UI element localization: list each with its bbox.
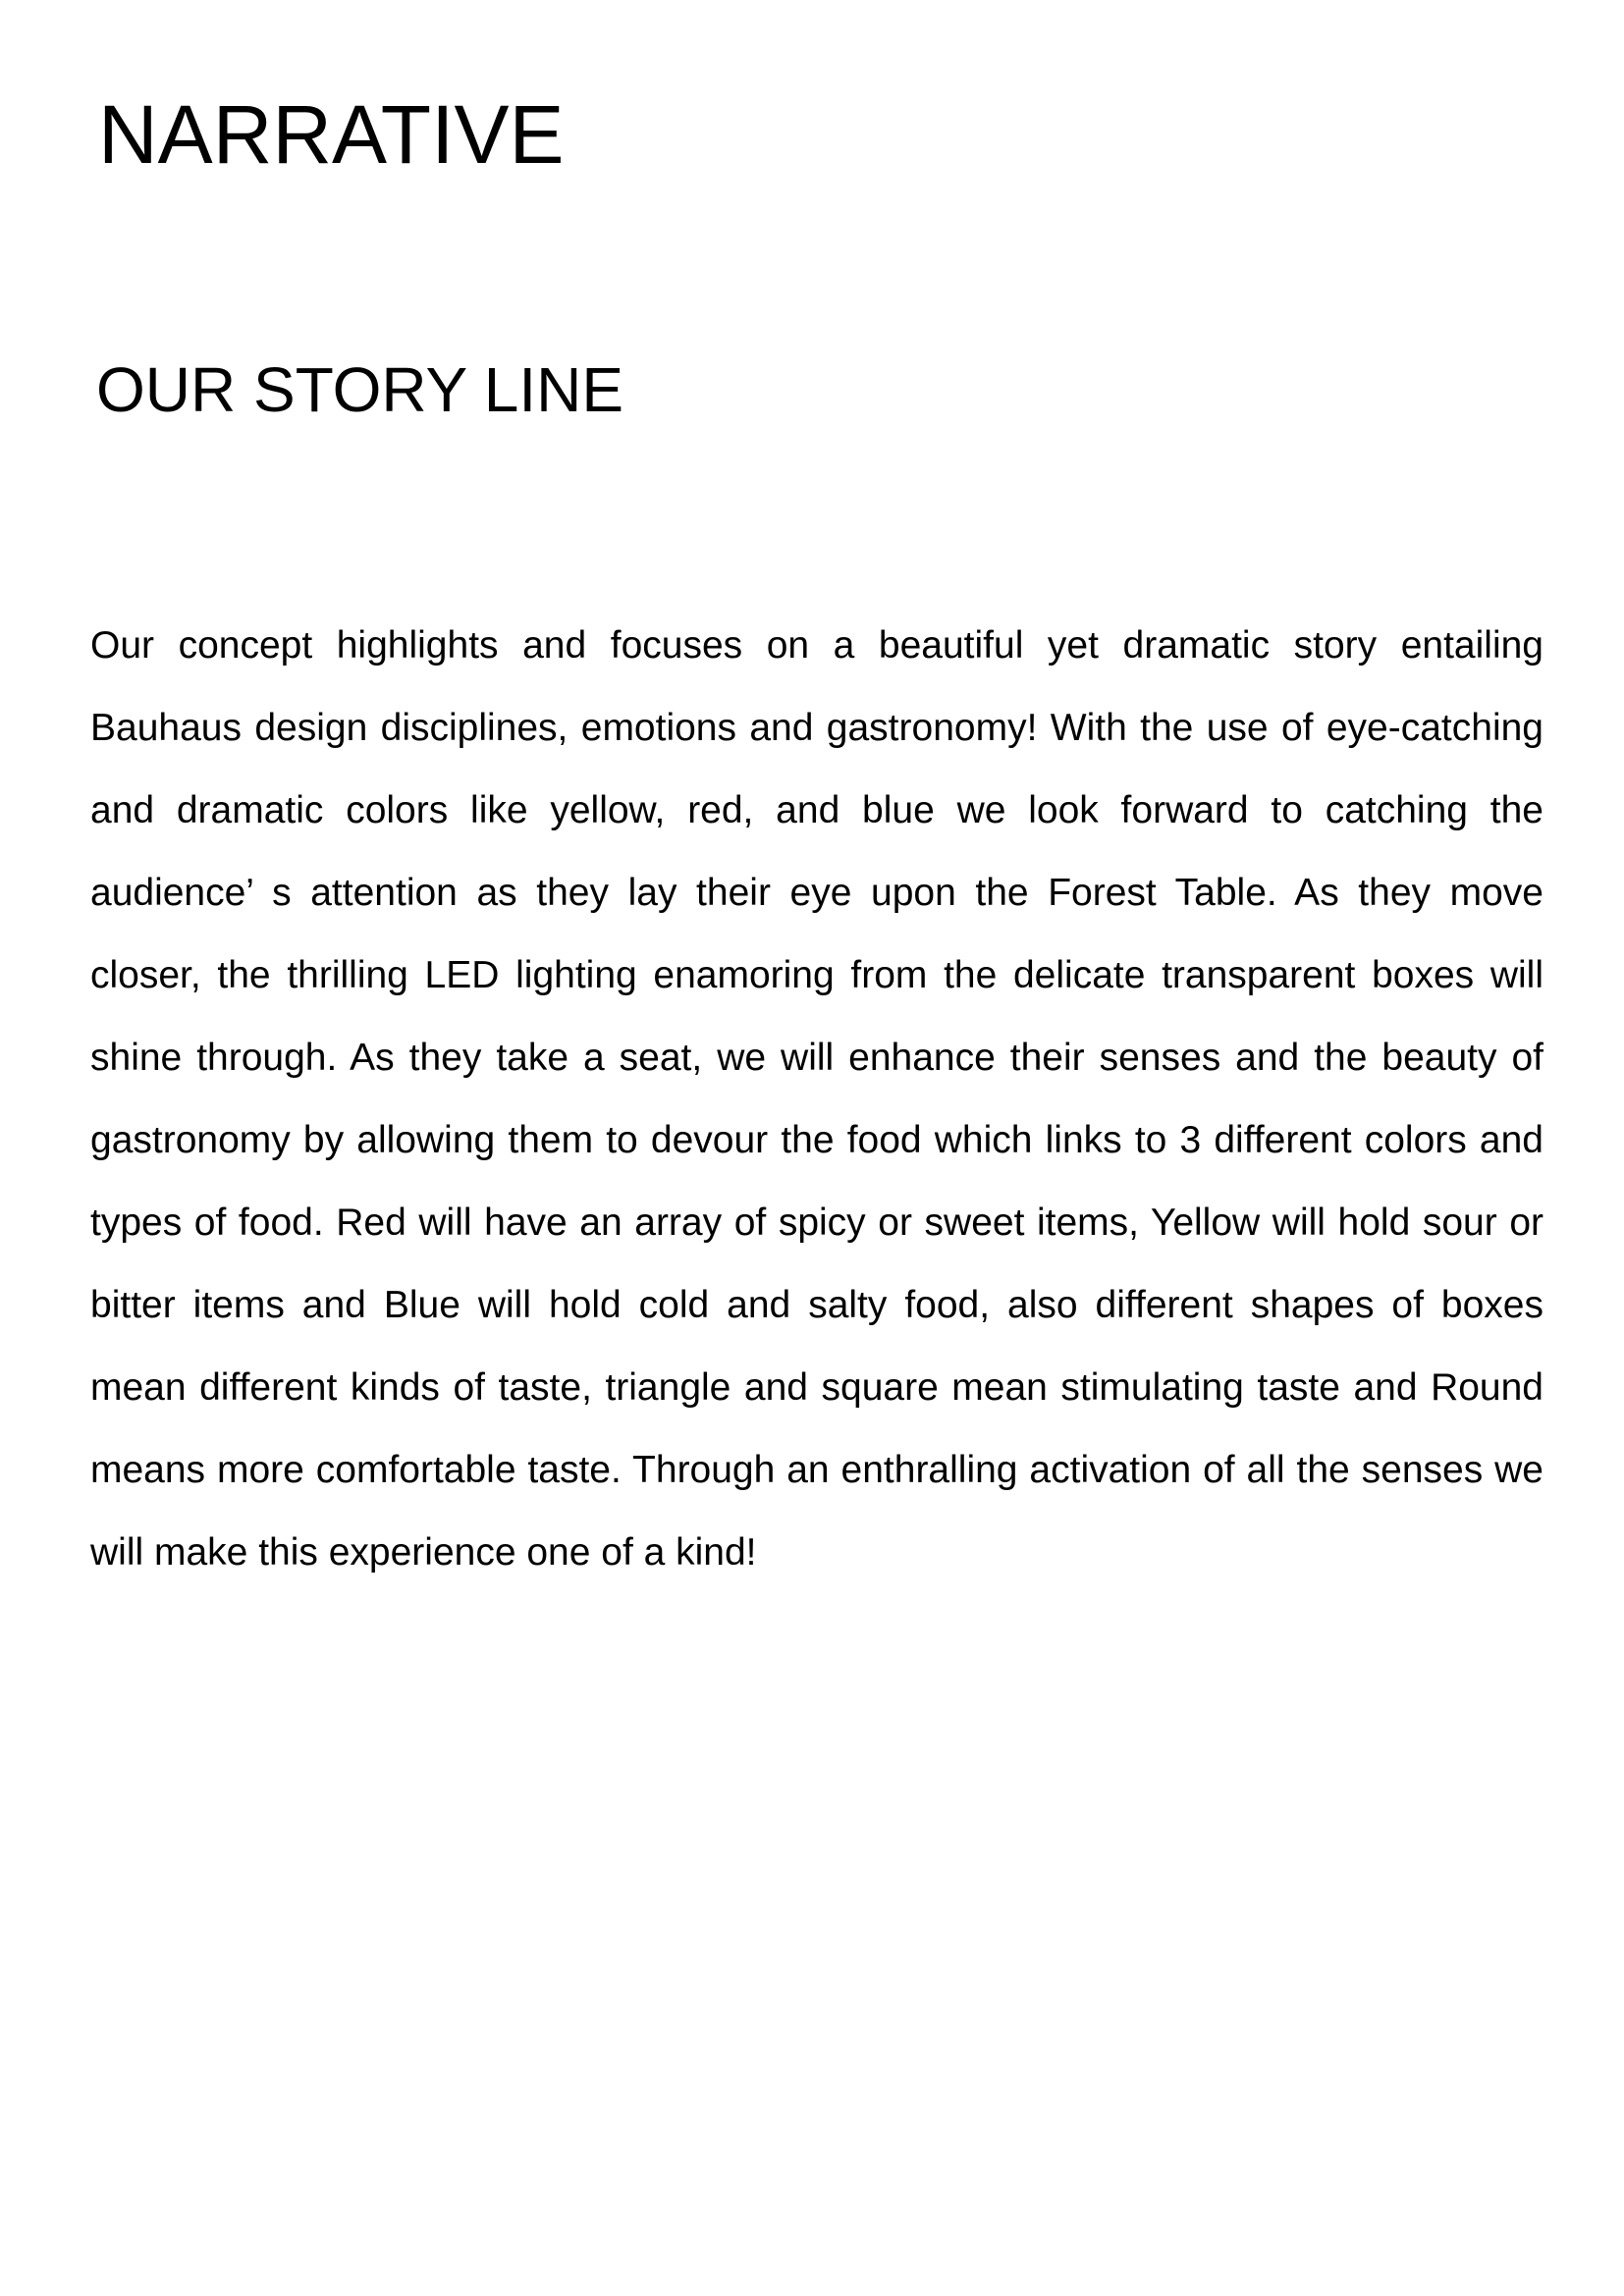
page-title: NARRATIVE [98, 88, 565, 181]
section-heading: OUR STORY LINE [96, 354, 624, 425]
narrative-paragraph: Our concept highlights and focuses on a beautiful yet dramatic story entailing Bauhaus design disciplines, emotions and gastronomy! With the use of eye-catching and dramatic colors like yellow, red, and blue we look forward to catching the audience’ s attention as they lay their eye upon the Forest Table. As they move closer, the thrilling LED lighting enamoring from the delicate transparent boxes will shine through. As they take a seat, we will enhance their senses and the beauty of gastronomy by allowing them to devour the food which links to 3 different colors and types of food. Red will have an array of spicy or sweet items, Yellow will hold sour or bitter items and Blue will hold cold and salty food, also different shapes of boxes mean different kinds of taste, triangle and square mean stimulating taste and Round means more comfortable taste. Through an enthralling activation of all the senses we will make this experience one of a kind! [90, 624, 1543, 1574]
